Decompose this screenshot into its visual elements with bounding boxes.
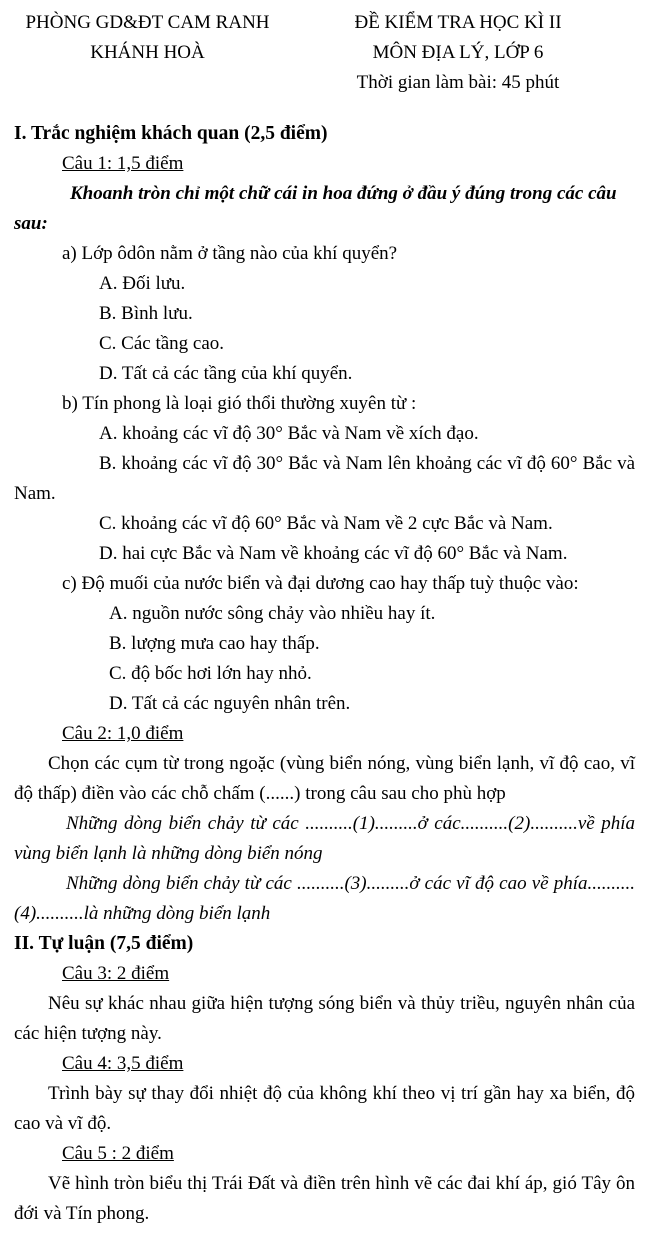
question1c-option-d: D. Tất cả các nguyên nhân trên. [109, 693, 351, 714]
department-block [14, 8, 281, 98]
question2-intro: Chọn các cụm từ trong ngoặc (vùng biển nóng, vùng biển lạnh, vĩ độ cao, vĩ độ thấp) điền vào các chỗ chấm (......) trong câu sau cho phù hợp [14, 753, 635, 804]
document-body [14, 119, 635, 1229]
document-header [14, 8, 635, 98]
question1a-option-c: C. Các tầng cao. [99, 333, 225, 354]
question2-sentence2: Những dòng biển chảy từ các ..........(3).........ở các vĩ độ cao về phía..........(4)..........là những dòng biển lạnh [14, 873, 635, 924]
question2-label [14, 719, 635, 749]
question1b-text: b) Tín phong là loại gió thổi thường xuyên từ : [62, 393, 417, 414]
question1-instruction: Khoanh tròn chỉ một chữ cái in hoa đứng ở đầu ý đúng trong các câu sau: [14, 183, 617, 234]
section1-heading: I. Trắc nghiệm khách quan (2,5 điểm) [14, 123, 328, 144]
question1b-option-b: B. khoảng các vĩ độ 30° Bắc và Nam lên khoảng các vĩ độ 60° Bắc và Nam. [14, 453, 635, 504]
exam-subject: MÔN ĐỊA LÝ, LỚP 6 [372, 42, 544, 63]
question1c-option-a: A. nguồn nước sông chảy vào nhiều hay ít. [109, 603, 436, 624]
question1-label [14, 149, 635, 179]
exam-duration: Thời gian làm bài: 45 phút [356, 72, 560, 93]
question1a-text: a) Lớp ôdôn nằm ở tầng nào của khí quyển? [62, 243, 398, 264]
question3-text: Nêu sự khác nhau giữa hiện tượng sóng biển và thủy triều, nguyên nhân của các hiện tượng này. [14, 993, 635, 1044]
question1a-option-d: D. Tất cả các tầng của khí quyển. [99, 363, 353, 384]
question4-label-text: Câu 4: 3,5 điểm [62, 1053, 184, 1074]
question1-label-text: Câu 1: 1,5 điểm [62, 153, 184, 174]
question5-label [14, 1139, 635, 1169]
question5-text: Vẽ hình tròn biểu thị Trái Đất và điền trên hình vẽ các đai khí áp, gió Tây ôn đới và Tín phong. [14, 1173, 635, 1224]
question2-sentence1: Những dòng biển chảy từ các ..........(1).........ở các..........(2)..........về phía vùng biển lạnh là những dòng biển nóng [14, 813, 635, 864]
question1c-option-c: C. độ bốc hơi lớn hay nhỏ. [109, 663, 312, 684]
question1b-option-d: D. hai cực Bắc và Nam về khoảng các vĩ độ 60° Bắc và Nam. [99, 543, 568, 564]
question1b-option-a: A. khoảng các vĩ độ 30° Bắc và Nam về xích đạo. [99, 423, 479, 444]
question4-text: Trình bày sự thay đổi nhiệt độ của không khí theo vị trí gần hay xa biển, độ cao và vĩ độ. [14, 1083, 635, 1134]
question1c-text: c) Độ muối của nước biển và đại dương cao hay thấp tuỳ thuộc vào: [62, 573, 579, 594]
question3-label [14, 959, 635, 989]
question5-label-text: Câu 5 : 2 điểm [62, 1143, 174, 1164]
section2-heading: II. Tự luận (7,5 điểm) [14, 933, 194, 954]
province-name: KHÁNH HOÀ [90, 42, 205, 63]
question1c-option-b: B. lượng mưa cao hay thấp. [109, 633, 320, 654]
question3-label-text: Câu 3: 2 điểm [62, 963, 170, 984]
exam-title-block [281, 8, 635, 98]
question1a-option-a: A. Đối lưu. [99, 273, 186, 294]
question4-label [14, 1049, 635, 1079]
exam-title: ĐỀ KIỂM TRA HỌC KÌ II [354, 12, 562, 33]
question1a-option-b: B. Bình lưu. [99, 303, 193, 324]
question2-label-text: Câu 2: 1,0 điểm [62, 723, 184, 744]
question1b-option-c: C. khoảng các vĩ độ 60° Bắc và Nam về 2 cực Bắc và Nam. [99, 513, 553, 534]
department-name: PHÒNG GD&ĐT CAM RANH [25, 12, 270, 33]
